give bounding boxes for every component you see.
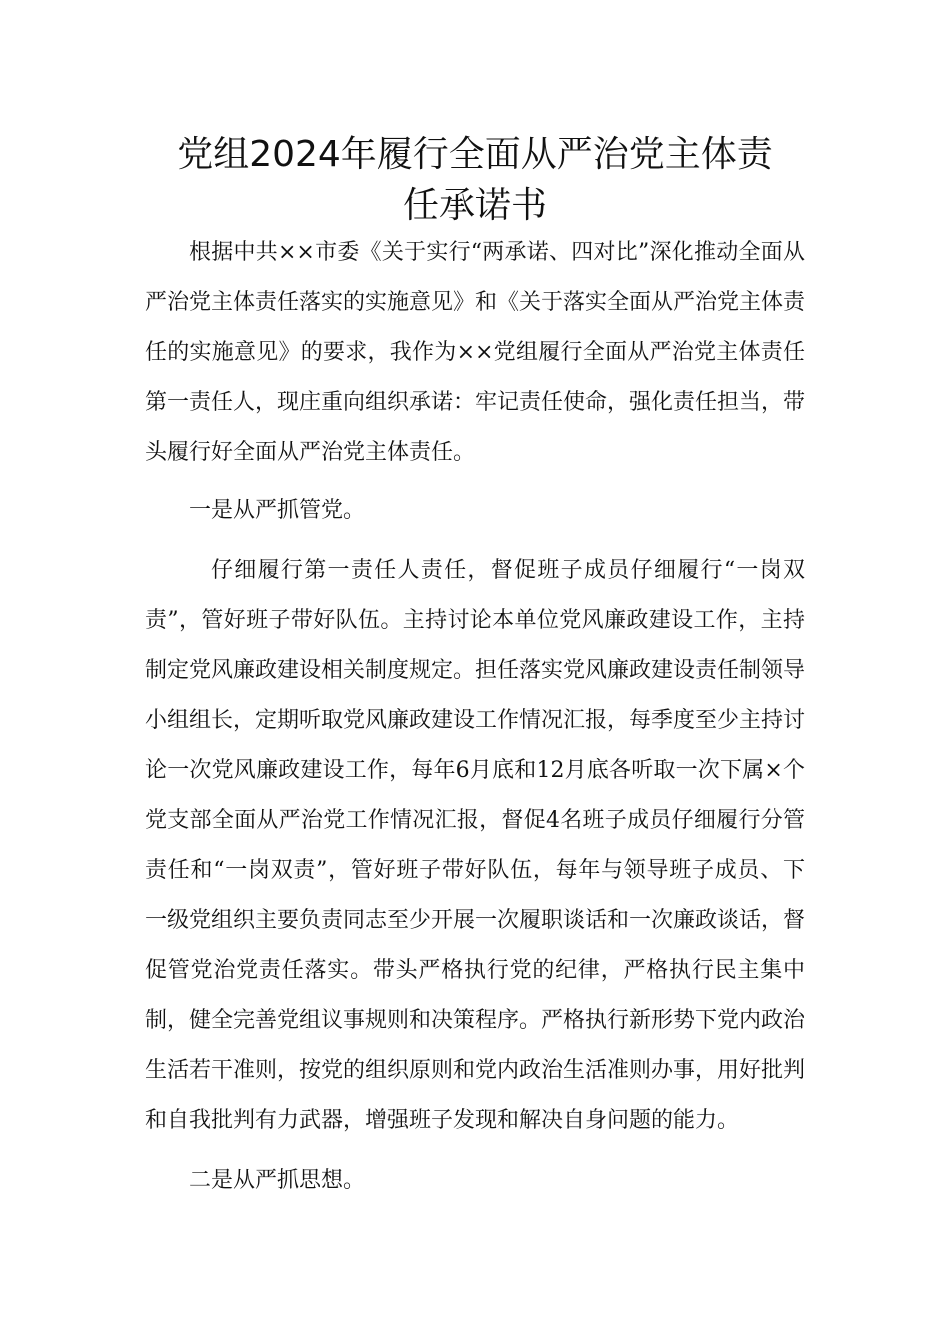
section-2-heading: 二是从严抓思想。 [189, 1168, 366, 1193]
section-1-paragraph: 仔细履行第一责任人责任，督促班子成员仔细履行“一岗双责”，管好班子带好队伍。主持讨论本单位党风廉政建设工作，主持制定党风廉政建设相关制度规定。担任落实党风廉政建设责任制领导小组组长，定期听取党风廉政建设工作情况汇报，每季度至少主持讨论一次党风廉政建设工作，每年6月底和12月底各听取一次下属×个党支部全面从严治党工作情况汇报，督促4名班子成员仔细履行分管责任和“一岗双责”，管好班子带好队伍，每年与领导班子成员、下一级党组织主要负责同志至少开展一次履职谈话和一次廉政谈话，督促管党治党责任落实。带头严格执行党的纪律，严格执行民主集中制，健全完善党组议事规则和决策程序。严格执行新形势下党内政治生活若干准则，按党的组织原则和党内政治生活准则办事，用好批判和自我批判有力武器，增强班子发现和解决自身问题的能力。 [145, 558, 806, 1133]
document-title-line-1: 党组2024年履行全面从严治党主体责 [177, 134, 773, 175]
document-title-line-2: 任承诺书 [402, 185, 547, 226]
section-1-heading: 一是从严抓管党。 [189, 498, 366, 523]
document-body [145, 228, 805, 1206]
intro-paragraph: 根据中共××市委《关于实行“两承诺、四对比”深化推动全面从严治党主体责任落实的实施意见》和《关于落实全面从严治党主体责任的实施意见》的要求，我作为××党组履行全面从严治党主体责任第一责任人，现庄重向组织承诺：牢记责任使命，强化责任担当，带头履行好全面从严治党主体责任。 [145, 240, 806, 465]
